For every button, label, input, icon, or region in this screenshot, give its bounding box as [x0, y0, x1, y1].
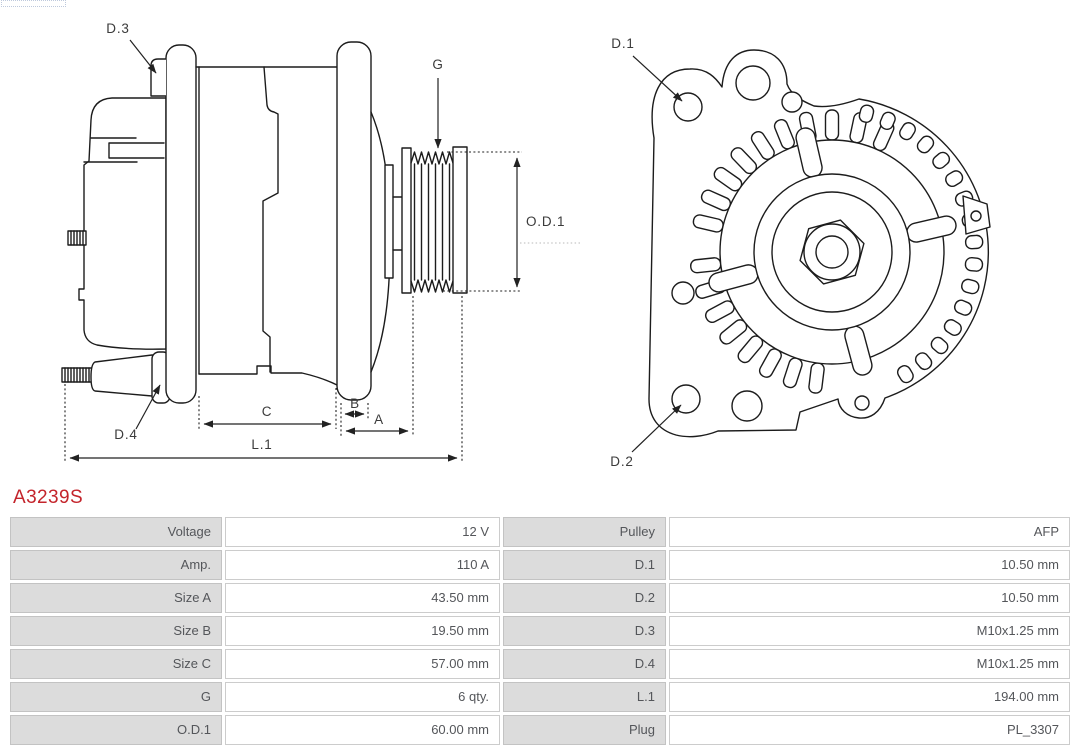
label-g: G: [432, 57, 444, 72]
spec-label: Plug: [503, 715, 666, 745]
spec-value: 57.00 mm: [225, 649, 500, 679]
spec-label: G: [10, 682, 222, 712]
label-d2: D.2: [610, 454, 634, 469]
spec-value: 60.00 mm: [225, 715, 500, 745]
label-dim-l1: L.1: [251, 437, 273, 452]
small-hole-top: [782, 92, 802, 112]
spec-label: Pulley: [503, 517, 666, 547]
part-number: A3239S: [13, 487, 84, 508]
spec-label: D.3: [503, 616, 666, 646]
spec-value: M10x1.25 mm: [669, 616, 1070, 646]
label-dim-b: B: [350, 396, 360, 411]
label-dim-a: A: [374, 412, 384, 427]
d3-thread-boss: [151, 59, 166, 96]
shaft-bore: [816, 236, 848, 268]
spec-label: L.1: [503, 682, 666, 712]
small-hole-left: [672, 282, 694, 304]
spec-value: PL_3307: [669, 715, 1070, 745]
label-dim-c: C: [261, 404, 273, 419]
spec-label: Amp.: [10, 550, 222, 580]
label-d4: D.4: [114, 427, 138, 442]
terminal-stud-lower: [62, 368, 93, 382]
rear-mounting-ear: [166, 45, 196, 403]
terminal-stud-upper: [68, 231, 86, 245]
spec-value: M10x1.25 mm: [669, 649, 1070, 679]
mount-hole-top: [736, 66, 770, 100]
spec-value: AFP: [669, 517, 1070, 547]
spec-label: D.2: [503, 583, 666, 613]
spec-value: 43.50 mm: [225, 583, 500, 613]
label-od1: O.D.1: [526, 214, 566, 229]
spec-label: Size B: [10, 616, 222, 646]
spec-value: 19.50 mm: [225, 616, 500, 646]
spec-label: D.4: [503, 649, 666, 679]
spec-value: 10.50 mm: [669, 583, 1070, 613]
label-d3: D.3: [106, 21, 130, 36]
shaft-washer: [385, 165, 393, 278]
label-d1: D.1: [611, 36, 635, 51]
pulley: [402, 147, 467, 293]
side-view-drawing: [62, 21, 582, 461]
spec-value: 10.50 mm: [669, 550, 1070, 580]
spec-value: 12 V: [225, 517, 500, 547]
spec-table: [10, 517, 1070, 745]
spec-label: Size C: [10, 649, 222, 679]
side-tab-hole: [971, 211, 981, 221]
spec-label: Size A: [10, 583, 222, 613]
front-mounting-ear: [337, 42, 371, 400]
spec-value: 194.00 mm: [669, 682, 1070, 712]
bracket-ear-hole: [855, 396, 869, 410]
front-view-drawing: [610, 36, 990, 469]
casting-seam: [263, 67, 278, 372]
spec-label: D.1: [503, 550, 666, 580]
spec-label: Voltage: [10, 517, 222, 547]
spec-value: 6 qty.: [225, 682, 500, 712]
mount-hole-bottom: [732, 391, 762, 421]
b-plus-lug: [91, 355, 159, 396]
spec-value: 110 A: [225, 550, 500, 580]
rear-cover: [79, 98, 166, 349]
spec-label: O.D.1: [10, 715, 222, 745]
